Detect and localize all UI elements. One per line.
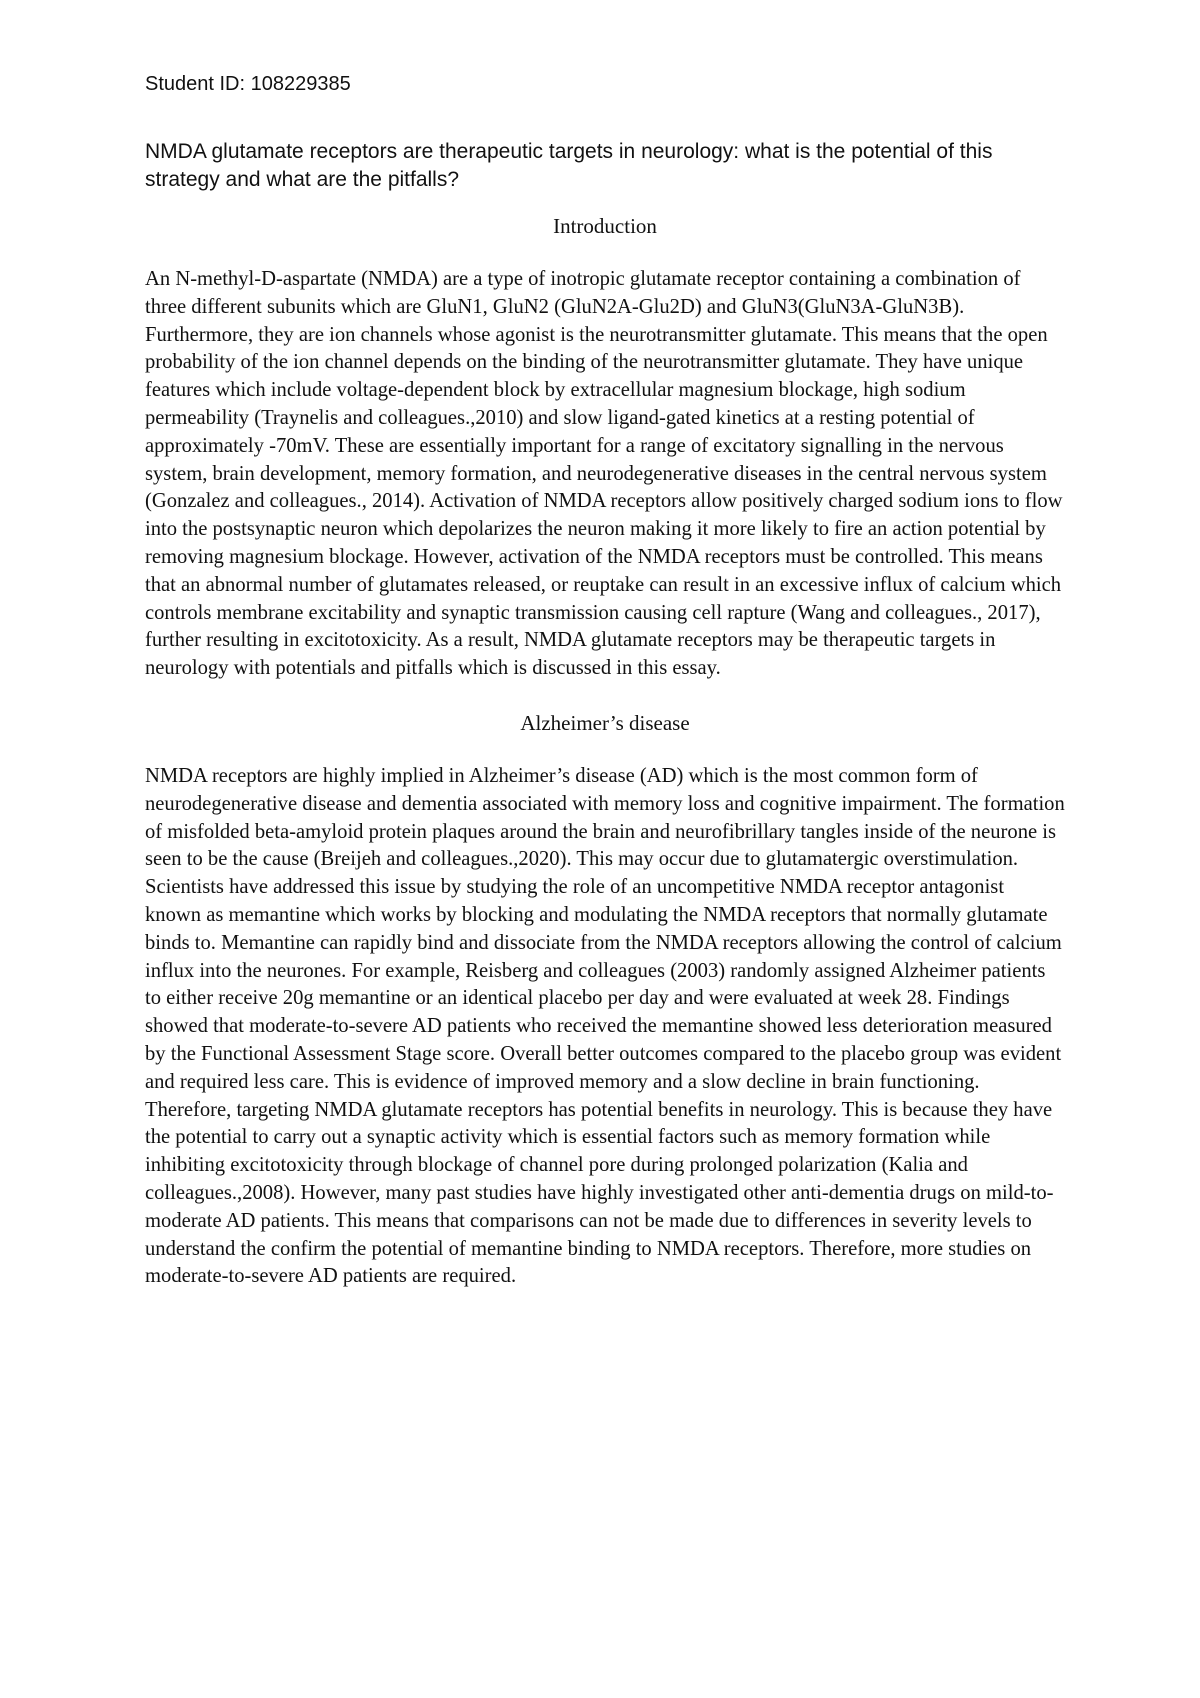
section-heading: Alzheimer’s disease [520, 710, 690, 735]
section-paragraph: An N-methyl-D-aspartate (NMDA) are a type of inotropic glutamate receptor containing a combination of three different subunits which are GluN1, GluN2 (GluN2A-Glu2D) and GluN3(GluN3A-GluN3B). Furthermore, they are ion channels whose agonist is the neurotransmitter glutamate. This means that the open probability of the ion channel depends on the binding of the neurotransmitter glutamate. They have unique features which include voltage-dependent block by extracellular magnesium blockage, high sodium permeability (Traynelis and colleagues.,2010) and slow ligand-gated kinetics at a resting potential of approximately -70mV. These are essentially important for a range of excitatory signalling in the nervous system, brain development, memory formation, and neurodegenerative diseases in the central nervous system (Gonzalez and colleagues., 2014). Activation of NMDA receptors allow positively charged sodium ions to flow into the postsynaptic neuron which depolarizes the neuron making it more likely to fire an action potential by removing magnesium blockage. However, activation of the NMDA receptors must be controlled. This means that an abnormal number of glutamates released, or reuptake can result in an excessive influx of calcium which controls membrane excitability and synaptic transmission causing cell rapture (Wang and colleagues., 2017), further resulting in excitotoxicity. As a result, NMDA glutamate receptors may be therapeutic targets in neurology with potentials and pitfalls which is discussed in this essay. [145, 268, 1063, 680]
essay-title: NMDA glutamate receptors are therapeutic targets in neurology: what is the potential of this strategy and what are the pitfalls? [145, 140, 993, 191]
section-paragraph: NMDA receptors are highly implied in Alzheimer’s disease (AD) which is the most common form of neurodegenerative disease and dementia associated with memory loss and cognitive impairment. The formation of misfolded beta-amyloid protein plaques around the brain and neurofibrillary tangles inside of the neurone is seen to be the cause (Breijeh and colleagues.,2020). This may occur due to glutamatergic overstimulation. Scientists have addressed this issue by studying the role of an uncompetitive NMDA receptor antagonist known as memantine which works by blocking and modulating the NMDA receptors that normally glutamate binds to. Memantine can rapidly bind and dissociate from the NMDA receptors allowing the control of calcium influx into the neurones. For example, Reisberg and colleagues (2003) randomly assigned Alzheimer patients to either receive 20g memantine or an identical placebo per day and were evaluated at week 28. Findings showed that moderate-to-severe AD patients who received the memantine showed less deterioration measured by the Functional Assessment Stage score. Overall better outcomes compared to the placebo group was evident and required less care. This is evidence of improved memory and a slow decline in brain functioning. Therefore, targeting NMDA glutamate receptors has potential benefits in neurology. This is because they have the potential to carry out a synaptic activity which is essential factors such as memory formation while inhibiting excitotoxicity through blockage of channel pore during prolonged polarization (Kalia and colleagues.,2008). However, many past studies have highly investigated other anti-dementia drugs on mild-to-moderate AD patients. This means that comparisons can not be made due to differences in severity levels to understand the confirm the potential of memantine binding to NMDA receptors. Therefore, more studies on moderate-to-severe AD patients are required. [145, 764, 1065, 1288]
section-introduction [145, 212, 1065, 683]
section-heading: Introduction [553, 214, 657, 238]
document-page [145, 70, 1065, 1317]
student-id: Student ID: 108229385 [145, 73, 351, 95]
section-alzheimers-disease [145, 709, 1065, 1291]
